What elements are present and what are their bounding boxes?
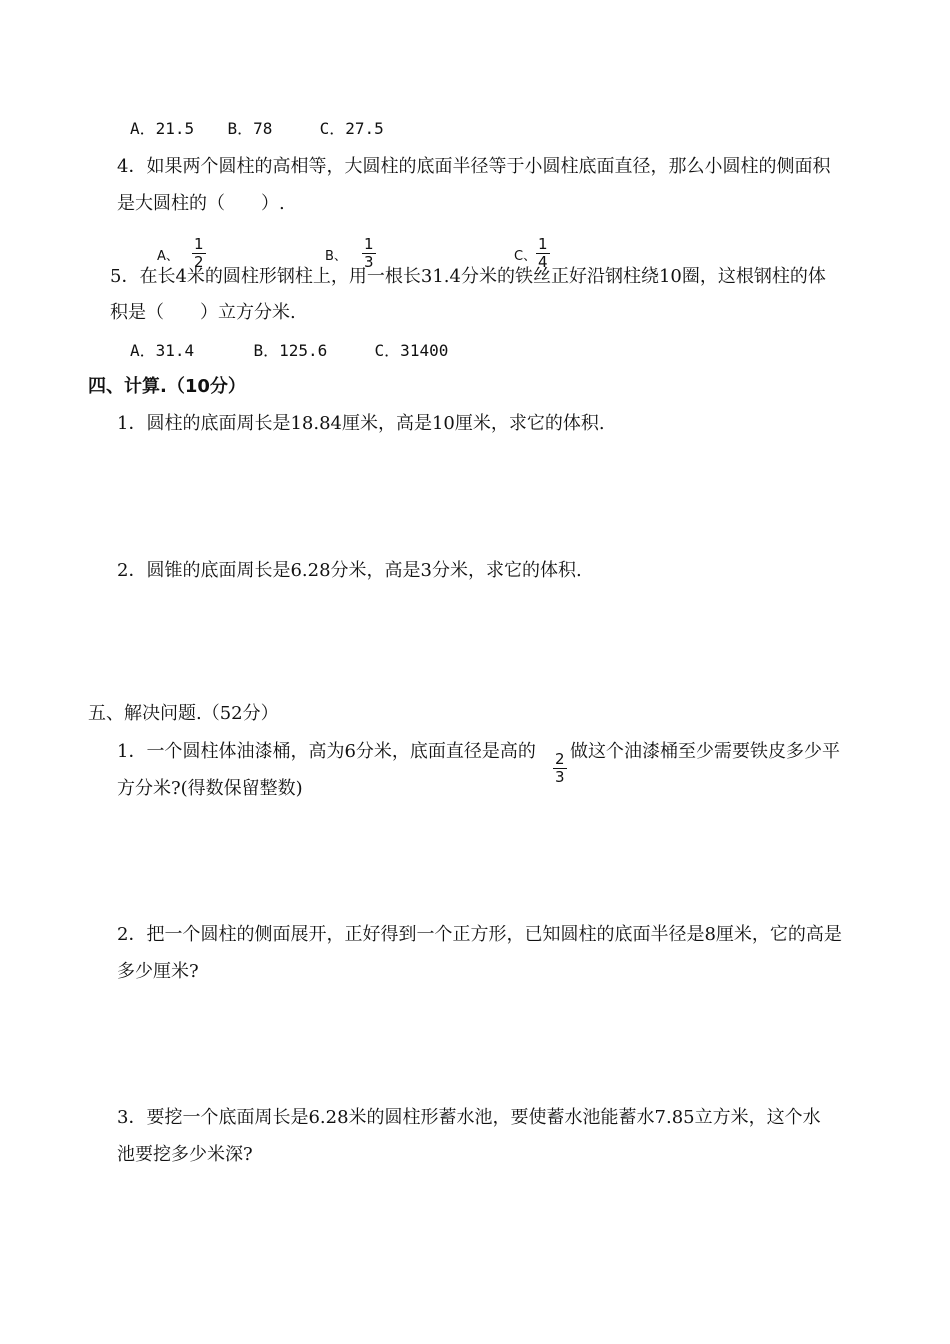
q4-option-c-numerator: 1 [538,235,548,253]
q5-option-a: A．31.4 [130,341,195,360]
section5-q3-line2: 池要挖多少米深? [117,1144,253,1165]
q4-option-c-label: C、 [514,249,537,264]
q5-text-line1: 5．在长4米的圆柱形钢柱上，用一根长31.4分米的铁丝正好沿钢柱绕10圈，这根钢柱的体 [110,266,826,287]
section5-title: 五、解决问题.（52分） [88,703,279,724]
q5-text-line2: 积是（ ）立方分米. [110,302,296,323]
section5-q1-line2: 方分米?(得数保留整数) [117,778,303,799]
q4-text-line2: 是大圆柱的（ ）. [117,193,285,214]
q4-option-b-label: B、 [325,249,347,264]
section4-q1: 1．圆柱的底面周长是18.84厘米，高是10厘米，求它的体积. [117,413,605,434]
section5-q1-denominator: 3 [555,768,565,786]
q4-option-b-numerator: 1 [364,235,374,253]
section5-q2-line1: 2．把一个圆柱的侧面展开，正好得到一个正方形，已知圆柱的底面半径是8厘米，它的高是 [117,924,842,945]
q5-option-b: B．125.6 [253,341,328,360]
section5-q1-numerator: 2 [555,750,565,768]
q5-option-c: C．31400 [374,341,449,360]
q4-text-line1: 4．如果两个圆柱的高相等，大圆柱的底面半径等于小圆柱底面直径，那么小圆柱的侧面积 [117,156,831,177]
q4-option-a-label: A、 [157,249,179,264]
section4-title: 四、计算.（10分） [88,376,246,397]
q5-options-row [130,339,448,363]
section5-q1-line1-part-b: 做这个油漆桶至少需要铁皮多少平 [570,741,840,762]
section5-q3-line1: 3．要挖一个底面周长是6.28米的圆柱形蓄水池，要使蓄水池能蓄水7.85立方米，这个水 [117,1107,821,1128]
q4-option-b-denominator: 3 [364,253,374,271]
q3-option-a: A．21.5 [130,119,195,138]
section5-q1-fraction [553,751,567,786]
q4-option-a-denominator: 2 [194,253,204,271]
section5-q2-line2: 多少厘米? [117,961,199,982]
q4-option-a-numerator: 1 [194,235,204,253]
q3-option-b: B．78 [227,119,273,138]
section5-q1-line1-part-a: 1．一个圆柱体油漆桶，高为6分米，底面直径是高的 [117,741,536,762]
q4-option-c-denominator: 4 [538,253,548,271]
q3-options-row [130,117,384,141]
q3-option-c: C．27.5 [319,119,384,138]
section4-q2: 2．圆锥的底面周长是6.28分米，高是3分米，求它的体积. [117,560,582,581]
